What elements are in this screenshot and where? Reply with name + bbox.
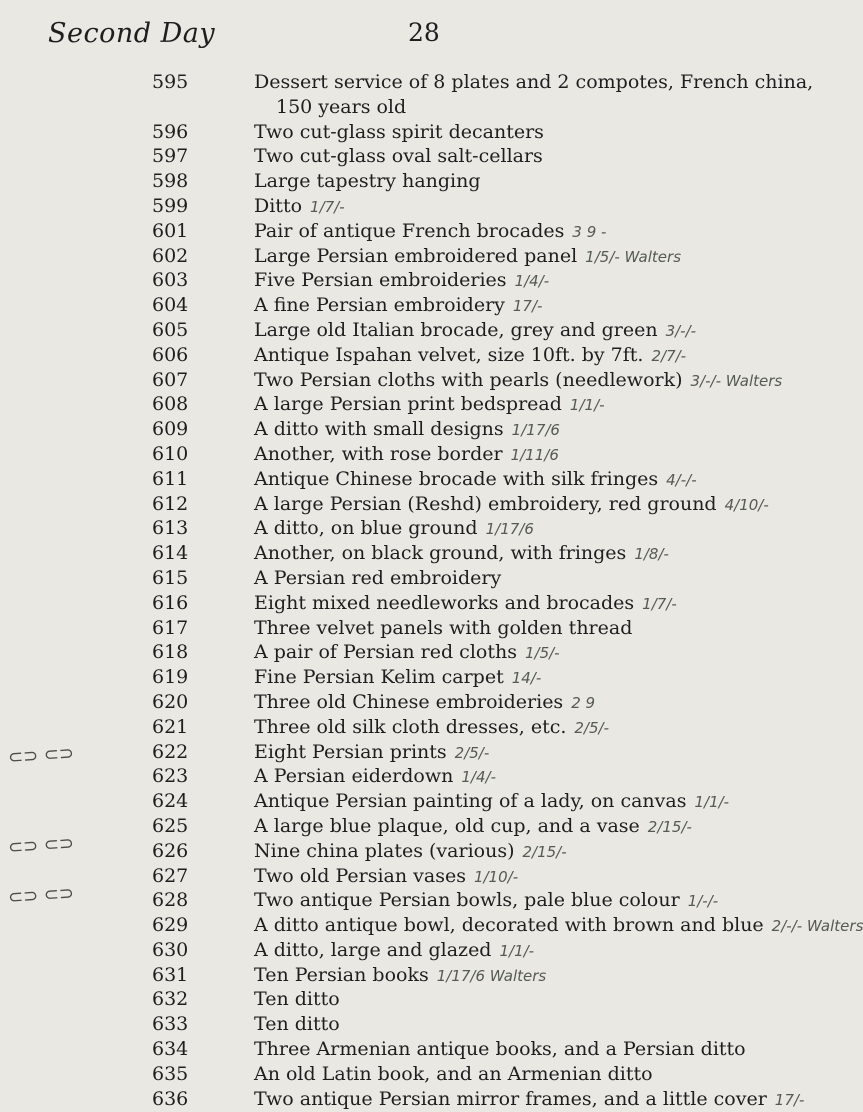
handwritten-price: 1/4/-: [514, 272, 550, 291]
lot-row: [0, 417, 800, 442]
lot-number: 616: [152, 591, 189, 614]
handwritten-price: 1/17/6 Walters: [436, 966, 547, 985]
lot-row: [0, 293, 800, 318]
lot-row: [0, 268, 800, 293]
lot-number: 618: [152, 641, 189, 664]
lot-description: A large Persian print bedspread 1/1/-: [254, 393, 605, 416]
handwritten-price: 1/5/- Walters: [585, 247, 682, 266]
handwritten-price: 2/5/-: [454, 743, 490, 762]
lot-number: 611: [152, 467, 189, 490]
lot-description: Two old Persian vases 1/10/-: [254, 864, 519, 887]
lot-number: 605: [152, 318, 189, 341]
lot-row: [0, 392, 800, 417]
lot-row: [0, 120, 800, 145]
handwritten-price: 14/-: [511, 669, 542, 688]
lot-number: 595: [152, 71, 189, 93]
lot-description: A Persian red embroidery: [254, 566, 502, 589]
margin-tally: ⊂⊃ ⊂⊃: [7, 882, 75, 909]
lot-number: 614: [152, 542, 189, 565]
lot-row-continuation: [0, 95, 800, 120]
lot-number: 627: [152, 864, 189, 887]
lot-row: [0, 318, 800, 343]
lot-row: [0, 640, 800, 665]
handwritten-price: 1/7/-: [310, 197, 345, 216]
lot-number: 601: [152, 219, 189, 242]
lot-row: [0, 343, 800, 368]
lot-number: 634: [152, 1038, 189, 1061]
lot-description: Two antique Persian bowls, pale blue colour 1/-/-: [254, 889, 719, 912]
handwritten-price: 1/5/-: [524, 644, 560, 663]
handwritten-price: 4/-/-: [666, 470, 697, 489]
handwritten-price: 1/17/6: [511, 421, 560, 440]
lot-row: [0, 839, 800, 864]
lot-description: A pair of Persian red cloths 1/5/-: [254, 641, 560, 664]
lot-number: 631: [152, 963, 189, 986]
lot-row: [0, 516, 800, 541]
handwritten-price: 2/7/-: [651, 346, 687, 365]
lot-row: [0, 541, 800, 566]
handwritten-price: 1/-/-: [687, 892, 719, 911]
lot-description: A fine Persian embroidery 17/-: [254, 294, 543, 317]
lot-description: Two cut-glass oval salt-cellars: [254, 145, 543, 168]
lot-row: [0, 963, 800, 988]
lot-description: Antique Persian painting of a lady, on canvas 1/1/-: [254, 790, 730, 813]
lot-number: 632: [152, 988, 189, 1011]
lot-description: Three old Chinese embroideries 2 9: [254, 690, 596, 713]
handwritten-price: 1/1/-: [694, 793, 730, 812]
lot-description: An old Latin book, and an Armenian ditto: [254, 1062, 653, 1085]
page-number: 28: [408, 18, 440, 47]
lot-description: A ditto, on blue ground 1/17/6: [254, 517, 534, 540]
handwritten-price: 1/7/-: [642, 594, 677, 613]
lot-number: 617: [152, 616, 189, 639]
handwritten-price: 1/1/-: [569, 396, 605, 415]
lot-row: [0, 442, 800, 467]
handwritten-price: 1/8/-: [634, 545, 669, 564]
lot-description: Two Persian cloths with pearls (needlework) 3/-/- Walters: [254, 368, 783, 391]
lot-description: Ten Persian books 1/17/6 Walters: [254, 963, 547, 986]
lot-number: 598: [152, 170, 189, 193]
lot-row: [0, 1062, 800, 1087]
lot-description: Eight Persian prints 2/5/-: [254, 740, 490, 763]
lot-description: Large old Italian brocade, grey and green 3/-/-: [254, 318, 697, 341]
margin-tally: ⊂⊃ ⊂⊃: [7, 742, 75, 769]
lot-description: Eight mixed needleworks and brocades 1/7/-: [254, 591, 677, 614]
lot-number: 636: [152, 1087, 189, 1110]
lot-number: 615: [152, 566, 189, 589]
lot-description: A large Persian (Reshd) embroidery, red ground 4/10/-: [254, 492, 769, 515]
lot-number: 624: [152, 790, 189, 813]
lot-description: Ten ditto: [254, 1013, 340, 1036]
handwritten-price: 2/5/-: [574, 718, 609, 737]
lot-number: 612: [152, 492, 189, 515]
handwritten-price: 3/-/- Walters: [690, 371, 783, 390]
lot-row: [0, 740, 800, 765]
lot-row: [0, 913, 863, 938]
lot-description: Three Armenian antique books, and a Persian ditto: [254, 1038, 746, 1061]
lot-row: [0, 715, 800, 740]
lot-number: 604: [152, 294, 189, 317]
lot-row: [0, 789, 800, 814]
lot-row: [0, 144, 800, 169]
lot-row: [0, 566, 800, 591]
handwritten-price: 2/15/-: [647, 817, 692, 836]
handwritten-price: 2/15/-: [522, 842, 567, 861]
lot-number: 628: [152, 889, 189, 912]
lot-number: 629: [152, 914, 189, 937]
lot-description-continued: 150 years old: [276, 95, 407, 118]
lot-description: A ditto antique bowl, decorated with brown and blue 2/-/- Walters: [254, 914, 863, 937]
lot-number: 597: [152, 145, 189, 168]
handwritten-price: 1/17/6: [485, 520, 534, 539]
lot-number: 623: [152, 765, 189, 788]
lot-number: 607: [152, 368, 189, 391]
lot-description: Large tapestry hanging: [254, 170, 481, 193]
lot-description: Dessert service of 8 plates and 2 compotes, French china,: [254, 71, 814, 93]
lot-description: Two antique Persian mirror frames, and a little cover 17/-: [254, 1087, 805, 1110]
lot-number: 622: [152, 740, 189, 763]
lot-description: A Persian eiderdown 1/4/-: [254, 765, 496, 788]
lot-row: [0, 888, 800, 913]
lot-row: [0, 864, 800, 889]
lot-row: [0, 987, 800, 1012]
handwritten-price: 1/10/-: [473, 867, 519, 886]
lot-row: [0, 665, 800, 690]
lot-row: [0, 467, 800, 492]
lot-number: 626: [152, 839, 189, 862]
lot-row: [0, 690, 800, 715]
lot-number: 621: [152, 715, 189, 738]
section-title: Second Day: [48, 18, 216, 49]
lot-number: 609: [152, 418, 189, 441]
lot-description: A large blue plaque, old cup, and a vase 2/15/-: [254, 814, 692, 837]
lot-row: [0, 492, 800, 517]
lot-description: Three velvet panels with golden thread: [254, 616, 633, 639]
handwritten-price: 17/-: [512, 297, 543, 316]
lot-number: 596: [152, 120, 189, 143]
lot-row: [0, 591, 800, 616]
lot-description: Pair of antique French brocades 3 9 -: [254, 219, 607, 242]
handwritten-price: 1/11/6: [510, 445, 559, 464]
lot-description: Two cut-glass spirit decanters: [254, 120, 544, 143]
lot-row: [0, 70, 814, 95]
lot-description: Three old silk cloth dresses, etc. 2/5/-: [254, 715, 609, 738]
handwritten-price: 2 9: [571, 693, 596, 712]
page-header: [48, 18, 760, 58]
lot-description: Ditto 1/7/-: [254, 194, 345, 217]
lot-description: A ditto with small designs 1/17/6: [254, 418, 560, 441]
lot-row: [0, 616, 800, 641]
lot-row: [0, 219, 800, 244]
lot-row: [0, 1012, 800, 1037]
lot-row: [0, 764, 800, 789]
lot-description: Another, on black ground, with fringes 1/8/-: [254, 542, 669, 565]
handwritten-price: 1/1/-: [499, 941, 535, 960]
lot-description: Large Persian embroidered panel 1/5/- Walters: [254, 244, 682, 267]
lot-description: Five Persian embroideries 1/4/-: [254, 269, 550, 292]
lot-description: Another, with rose border 1/11/6: [254, 442, 559, 465]
margin-tally: ⊂⊃ ⊂⊃: [7, 832, 75, 859]
lot-description: Nine china plates (various) 2/15/-: [254, 839, 567, 862]
lot-row: [0, 368, 800, 393]
lot-number: 625: [152, 814, 189, 837]
handwritten-price: 3/-/-: [665, 321, 697, 340]
lot-description: Fine Persian Kelim carpet 14/-: [254, 666, 542, 689]
lot-description: Ten ditto: [254, 988, 340, 1011]
lot-row: [0, 814, 800, 839]
lot-number: 630: [152, 938, 189, 961]
lot-number: 608: [152, 393, 189, 416]
handwritten-price: 4/10/-: [724, 495, 769, 514]
lot-row: [0, 1037, 800, 1062]
handwritten-price: 2/-/- Walters: [771, 917, 863, 936]
lot-description: A ditto, large and glazed 1/1/-: [254, 938, 535, 961]
lot-row: [0, 1087, 805, 1112]
lot-number: 606: [152, 343, 189, 366]
lot-list: [0, 70, 863, 1111]
lot-number: 603: [152, 269, 189, 292]
lot-number: 633: [152, 1013, 189, 1036]
lot-number: 599: [152, 194, 189, 217]
lot-number: 610: [152, 442, 189, 465]
lot-row: [0, 938, 800, 963]
lot-row: [0, 194, 800, 219]
lot-row: [0, 244, 800, 269]
lot-number: 635: [152, 1062, 189, 1085]
lot-number: 602: [152, 244, 189, 267]
lot-number: 613: [152, 517, 189, 540]
handwritten-price: 3 9 -: [572, 222, 607, 241]
lot-number: 619: [152, 666, 189, 689]
handwritten-price: 17/-: [774, 1090, 805, 1109]
lot-number: 620: [152, 690, 189, 713]
lot-description: Antique Chinese brocade with silk fringes 4/-/-: [254, 467, 697, 490]
handwritten-price: 1/4/-: [461, 768, 496, 787]
lot-description: Antique Ispahan velvet, size 10ft. by 7ft. 2/7/-: [254, 343, 687, 366]
lot-row: [0, 169, 800, 194]
